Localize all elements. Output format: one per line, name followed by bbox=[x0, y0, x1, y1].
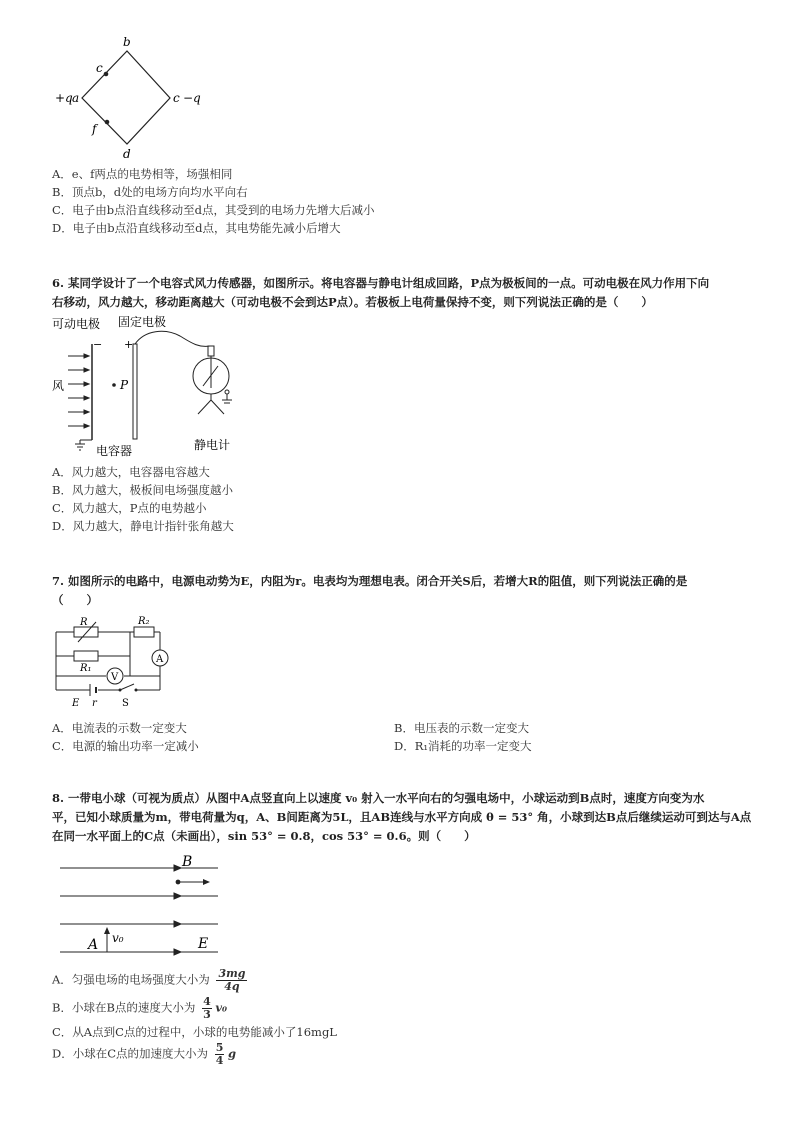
q8-number: 8. bbox=[52, 791, 65, 805]
q5-option-a[interactable]: A．e、f两点的电势相等，场强相同 bbox=[52, 167, 233, 181]
label-r-internal: r bbox=[92, 698, 97, 709]
resistor-r1 bbox=[74, 651, 98, 661]
q8-option-b-tail: v₀ bbox=[215, 1000, 228, 1015]
q6-option-c[interactable]: C．风力越大，P点的电势越小 bbox=[52, 501, 207, 515]
fraction-num: 5 bbox=[215, 1041, 224, 1054]
q8-option-a[interactable] bbox=[52, 968, 247, 993]
point-p bbox=[112, 383, 116, 387]
label-capacitor: 电容器 bbox=[96, 444, 133, 458]
field-lines bbox=[60, 865, 218, 955]
label-e: E bbox=[198, 936, 209, 952]
label-minus-q: −q bbox=[183, 91, 201, 105]
q6-stem-line2: 右移动，风力越大，移动距离越大（可动电极不会到达P点）。若极板上电荷量保持不变，则下列说法正确的是（ ） bbox=[52, 295, 653, 309]
label-voltmeter: V bbox=[111, 672, 119, 683]
fixed-plate bbox=[133, 344, 137, 439]
label-ammeter: A bbox=[156, 654, 164, 665]
q8-option-d-fraction bbox=[215, 1042, 225, 1067]
label-b: b bbox=[123, 35, 131, 49]
label-electrometer: 静电计 bbox=[194, 438, 231, 452]
label-r2: R₂ bbox=[138, 616, 150, 627]
label-minus: − bbox=[93, 338, 103, 351]
label-a: a bbox=[72, 91, 80, 105]
q8-option-d-tail: g bbox=[228, 1046, 237, 1061]
q6-option-a[interactable]: A．风力越大，电容器电容越大 bbox=[52, 465, 210, 479]
q8-stem-line3: 在同一水平面上的C点（未画出），sin 53° = 0.8，cos 53° = 0.6。则（ ） bbox=[52, 829, 476, 843]
label-b: B bbox=[182, 854, 193, 870]
label-plus: + bbox=[124, 338, 134, 351]
q7-stem-line1: 如图所示的电路中，电源电动势为E，内阻为r。电表均为理想电表。闭合开关S后，若增大R的阻值，则下列说法正确的是 bbox=[68, 574, 688, 588]
fraction-den: 4 bbox=[215, 1054, 224, 1067]
q5-option-c[interactable]: C．电子由b点沿直线移动至d点，其受到的电场力先增大后减小 bbox=[52, 203, 375, 217]
fraction-num: 4 bbox=[203, 995, 211, 1008]
q8-option-b-fraction bbox=[202, 996, 212, 1021]
q6-option-b[interactable]: B．风力越大，极板间电场强度越小 bbox=[52, 483, 233, 497]
point-f bbox=[105, 120, 110, 125]
resistor-r2 bbox=[134, 627, 154, 637]
label-e: E bbox=[72, 698, 80, 709]
q8-option-d-text: D．小球在C点的加速度大小为 bbox=[52, 1046, 209, 1061]
q8-option-d[interactable] bbox=[52, 1042, 236, 1067]
label-r: R bbox=[80, 617, 88, 628]
label-c-right: c bbox=[173, 91, 180, 105]
label-c: c bbox=[96, 61, 103, 75]
q6-stem-line1: 某同学设计了一个电容式风力传感器，如图所示。将电容器与静电计组成回路，P点为极板间的一点。可动电极在风力作用下向 bbox=[68, 276, 710, 290]
q8-option-c[interactable]: C．从A点到C点的过程中，小球的电势能减小了16mgL bbox=[52, 1025, 337, 1039]
label-a: A bbox=[88, 937, 99, 953]
q8-option-b[interactable] bbox=[52, 996, 227, 1021]
point-c bbox=[104, 72, 109, 77]
label-f: f bbox=[92, 122, 97, 136]
electrometer-icon bbox=[193, 346, 232, 414]
label-p: P bbox=[120, 378, 129, 392]
fraction-den: 3 bbox=[203, 1008, 211, 1021]
rhombus-figure bbox=[50, 34, 220, 162]
q5-option-d[interactable]: D．电子由b点沿直线移动至d点，其电势能先减小后增大 bbox=[52, 221, 341, 235]
label-d: d bbox=[123, 147, 131, 161]
q8-option-b-text: B．小球在B点的速度大小为 bbox=[52, 1000, 196, 1015]
fraction-num: 3mg bbox=[218, 967, 246, 980]
q5-option-b[interactable]: B．顶点b，d处的电场方向均水平向右 bbox=[52, 185, 248, 199]
capacitor-sensor-figure bbox=[50, 312, 250, 460]
q8-stem-line1: 一带电小球（可视为质点）从图中A点竖直向上以速度 v₀ 射入一水平向右的匀强电场中，小球运动到B点时，速度方向变为水 bbox=[68, 791, 705, 805]
label-fixed-electrode: 固定电极 bbox=[118, 315, 167, 329]
q7-option-d[interactable]: D．R₁消耗的功率一定变大 bbox=[394, 739, 532, 753]
q8-stem-line2: 平，已知小球质量为m，带电荷量为q，A、B间距离为5L，且AB连线与水平方向成 θ = 53° 角，小球到达B点后继续运动可到达与A点 bbox=[52, 810, 752, 824]
ground-symbol-left bbox=[75, 440, 92, 450]
connecting-wire bbox=[135, 331, 210, 346]
resistor-r-variable bbox=[74, 627, 98, 637]
label-v0: v₀ bbox=[112, 931, 124, 945]
q6-stem bbox=[52, 274, 752, 312]
label-movable-electrode: 可动电极 bbox=[52, 317, 101, 331]
electric-field-figure bbox=[56, 848, 226, 958]
q7-option-a[interactable]: A．电流表的示数一定变大 bbox=[52, 721, 187, 735]
q8-option-a-fraction bbox=[216, 968, 247, 993]
q8-option-a-text: A．匀强电场的电场强度大小为 bbox=[52, 972, 210, 987]
label-r1: R₁ bbox=[80, 663, 92, 674]
circuit-figure bbox=[50, 614, 180, 710]
q6-option-d[interactable]: D．风力越大，静电计指针张角越大 bbox=[52, 519, 234, 533]
q6-number: 6. bbox=[52, 276, 65, 290]
q7-stem-line2: （ ） bbox=[52, 593, 98, 607]
point-b bbox=[176, 880, 181, 885]
q7-stem bbox=[52, 572, 752, 610]
q7-option-c[interactable]: C．电源的输出功率一定减小 bbox=[52, 739, 199, 753]
label-s: S bbox=[122, 698, 129, 709]
wind-arrows bbox=[68, 354, 89, 428]
label-wind: 风 bbox=[52, 379, 65, 393]
label-plus-q: +q bbox=[55, 91, 73, 105]
q7-option-b[interactable]: B．电压表的示数一定变大 bbox=[394, 721, 529, 735]
q8-stem bbox=[52, 789, 772, 846]
q7-number: 7. bbox=[52, 574, 65, 588]
fraction-den: 4q bbox=[224, 980, 240, 993]
